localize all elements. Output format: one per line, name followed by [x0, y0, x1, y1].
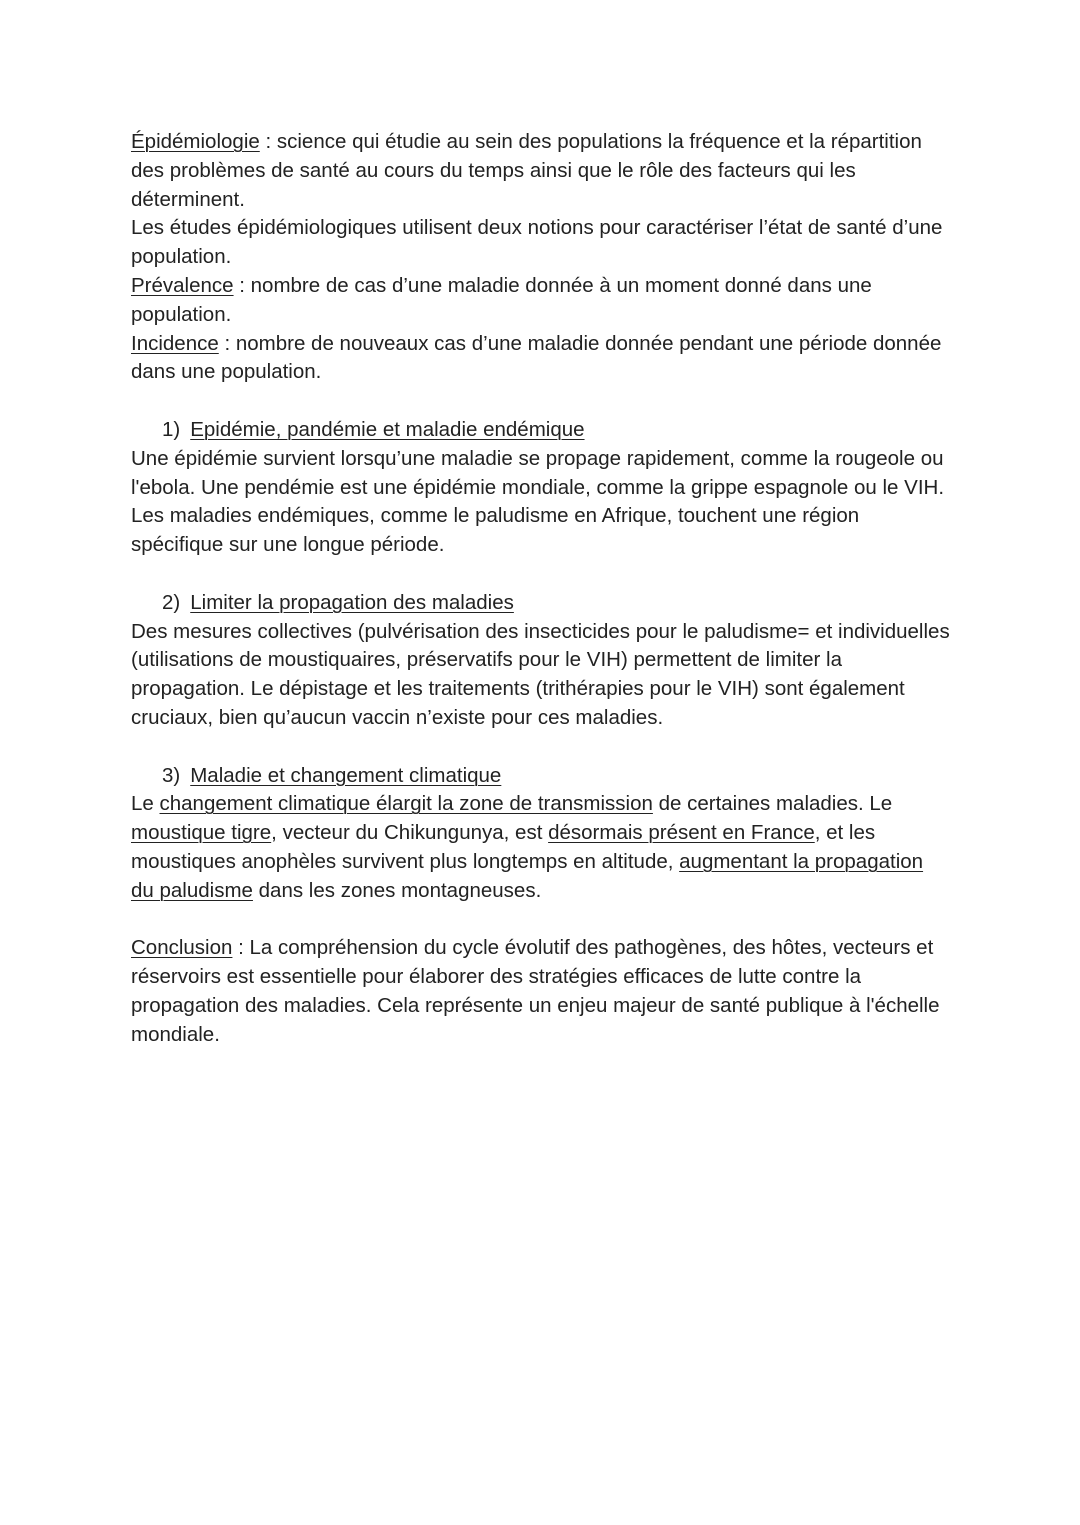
underlined-phrase: désormais présent en France [548, 821, 815, 845]
body-text: Le [131, 792, 160, 816]
document-page [131, 128, 951, 1050]
definition-text: : nombre de cas d’une maladie donnée à un moment donné dans une population. [131, 273, 872, 326]
section-title: Maladie et changement climatique [190, 763, 502, 787]
conclusion-text: : La compréhension du cycle évolutif des pathogènes, des hôtes, vecteurs et réservoirs est essentielle pour élaborer des stratégies efficaces de lutte contre la propagation des maladies. Cela représente un enjeu majeur de santé publique à l'échelle mondiale. [131, 936, 940, 1046]
underlined-phrase: changement climatique élargit la zone de transmission [159, 792, 653, 816]
definition-prevalence [131, 272, 951, 330]
section-heading [131, 589, 951, 618]
section-body: Des mesures collectives (pulvérisation des insecticides pour le paludisme= et individuelles (utilisations de moustiquaires, préservatifs pour le VIH) permettent de limiter la propagation. Le dépistage et les traitements (trithérapies pour le VIH) sont également cruciaux, bien qu’aucun vaccin n’existe pour ces maladies. [131, 619, 950, 729]
section-number: 2) [162, 590, 181, 614]
section-heading [131, 416, 951, 445]
definition-text: : science qui étudie au sein des populations la fréquence et la répartition des problèmes de santé au cours du temps ainsi que le rôle des facteurs qui les déterminent. [131, 130, 922, 211]
conclusion-paragraph [131, 934, 951, 1049]
section-body [131, 790, 951, 905]
term-incidence: Incidence [131, 331, 219, 355]
body-text: , vecteur du Chikungunya, est [271, 821, 549, 845]
section-body: Une épidémie survient lorsqu’une maladie se propage rapidement, comme la rougeole ou l'ebola. Une pendémie est une épidémie mondiale, comme la grippe espagnole ou le VIH. Les maladies endémiques, comme le paludisme en Afrique, touchent une région spécifique sur une longue période. [131, 446, 945, 557]
notions-paragraph: Les études épidémiologiques utilisent deux notions pour caractériser l’état de santé d’une population. [131, 216, 943, 269]
section-number: 1) [162, 417, 181, 441]
section-title: Limiter la propagation des maladies [190, 590, 514, 614]
section-heading [131, 762, 951, 791]
body-text: , et les moustiques anophèles survivent plus longtemps en altitude, [131, 821, 876, 873]
definition-incidence [131, 330, 951, 388]
definition-text: : nombre de nouveaux cas d’une maladie donnée pendant une période donnée dans une population. [131, 331, 942, 384]
section-title: Epidémie, pandémie et maladie endémique [190, 417, 585, 441]
term-conclusion: Conclusion [131, 936, 233, 960]
underlined-phrase: moustique tigre [131, 821, 272, 845]
body-text: de certaines maladies. Le [652, 792, 893, 816]
term-prevalence: Prévalence [131, 273, 234, 297]
section-number: 3) [162, 763, 181, 787]
definition-epidemiologie [131, 128, 951, 214]
body-text: dans les zones montagneuses. [252, 878, 542, 902]
underlined-phrase: augmentant la propagation du paludisme [131, 849, 924, 902]
term-epidemiologie: Épidémiologie [131, 130, 260, 153]
